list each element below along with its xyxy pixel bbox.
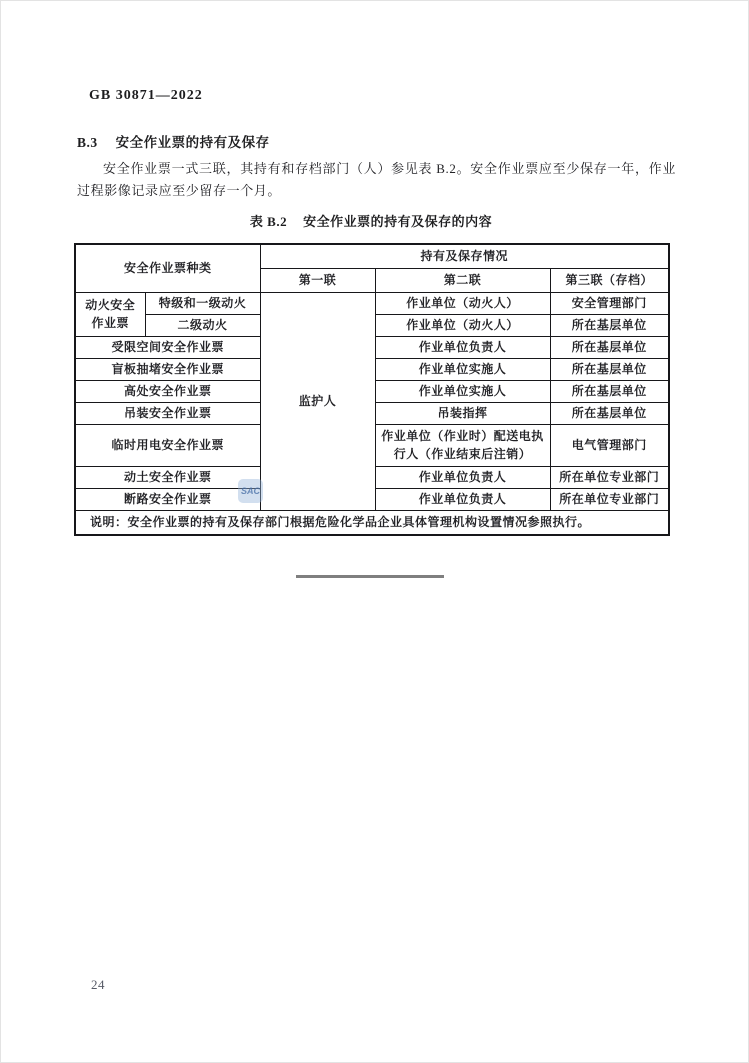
cell-permit-type: 断路安全作业票 <box>75 488 260 510</box>
cell-third-copy: 所在基层单位 <box>550 380 669 402</box>
end-of-section-rule <box>296 575 444 578</box>
cell-third-copy: 所在基层单位 <box>550 402 669 424</box>
cell-second-copy: 作业单位负责人 <box>375 466 550 488</box>
cell-second-copy: 作业单位负责人 <box>375 336 550 358</box>
table-caption-label: 表 B.2 <box>249 214 288 229</box>
table-caption-title: 安全作业票的持有及保存的内容 <box>303 214 493 229</box>
header-first-copy: 第一联 <box>260 268 375 292</box>
cell-permit-type-group: 动火安全作业票 <box>75 292 145 336</box>
cell-second-copy: 作业单位（作业时）配送电执行人（作业结束后注销） <box>375 424 550 466</box>
cell-second-copy: 作业单位实施人 <box>375 380 550 402</box>
cell-second-copy: 作业单位负责人 <box>375 488 550 510</box>
section-heading <box>77 131 270 151</box>
cell-third-copy: 所在基层单位 <box>550 314 669 336</box>
header-second-copy: 第二联 <box>375 268 550 292</box>
standard-code: GB 30871—2022 <box>89 88 203 103</box>
body-paragraph: 安全作业票一式三联，其持有和存档部门（人）参见表 B.2。安全作业票应至少保存一年，作业过程影像记录应至少留存一个月。 <box>77 161 676 198</box>
cell-third-copy: 电气管理部门 <box>550 424 669 466</box>
table-note-row <box>75 510 669 535</box>
table-caption <box>74 211 668 230</box>
table-header-row-1 <box>75 244 669 268</box>
cell-permit-type: 受限空间安全作业票 <box>75 336 260 358</box>
cell-permit-type: 高处安全作业票 <box>75 380 260 402</box>
header-third-copy: 第三联（存档） <box>550 268 669 292</box>
cell-permit-type: 盲板抽堵安全作业票 <box>75 358 260 380</box>
cell-permit-type: 吊装安全作业票 <box>75 402 260 424</box>
cell-third-copy: 所在基层单位 <box>550 336 669 358</box>
cell-third-copy: 所在基层单位 <box>550 358 669 380</box>
cell-third-copy: 安全管理部门 <box>550 292 669 314</box>
cell-permit-type: 动土安全作业票 <box>75 466 260 488</box>
permit-table <box>74 243 670 536</box>
cell-second-copy: 作业单位（动火人） <box>375 314 550 336</box>
cell-permit-subtype: 特级和一级动火 <box>145 292 260 314</box>
cell-permit-type: 临时用电安全作业票 <box>75 424 260 466</box>
cell-permit-subtype: 二级动火 <box>145 314 260 336</box>
cell-second-copy: 吊装指挥 <box>375 402 550 424</box>
cell-third-copy: 所在单位专业部门 <box>550 466 669 488</box>
header-permit-type: 安全作业票种类 <box>75 244 260 292</box>
section-number: B.3 <box>77 135 98 150</box>
cell-third-copy: 所在单位专业部门 <box>550 488 669 510</box>
table-row <box>75 292 669 314</box>
sac-watermark: SAC <box>238 479 263 503</box>
cell-second-copy: 作业单位（动火人） <box>375 292 550 314</box>
header-holding-group: 持有及保存情况 <box>260 244 669 268</box>
section-title: 安全作业票的持有及保存 <box>115 135 270 150</box>
page-number: 24 <box>91 977 105 992</box>
table-note: 说明：安全作业票的持有及保存部门根据危险化学品企业具体管理机构设置情况参照执行。 <box>75 510 669 535</box>
cell-first-copy-holder: 监护人 <box>260 292 375 510</box>
cell-second-copy: 作业单位实施人 <box>375 358 550 380</box>
